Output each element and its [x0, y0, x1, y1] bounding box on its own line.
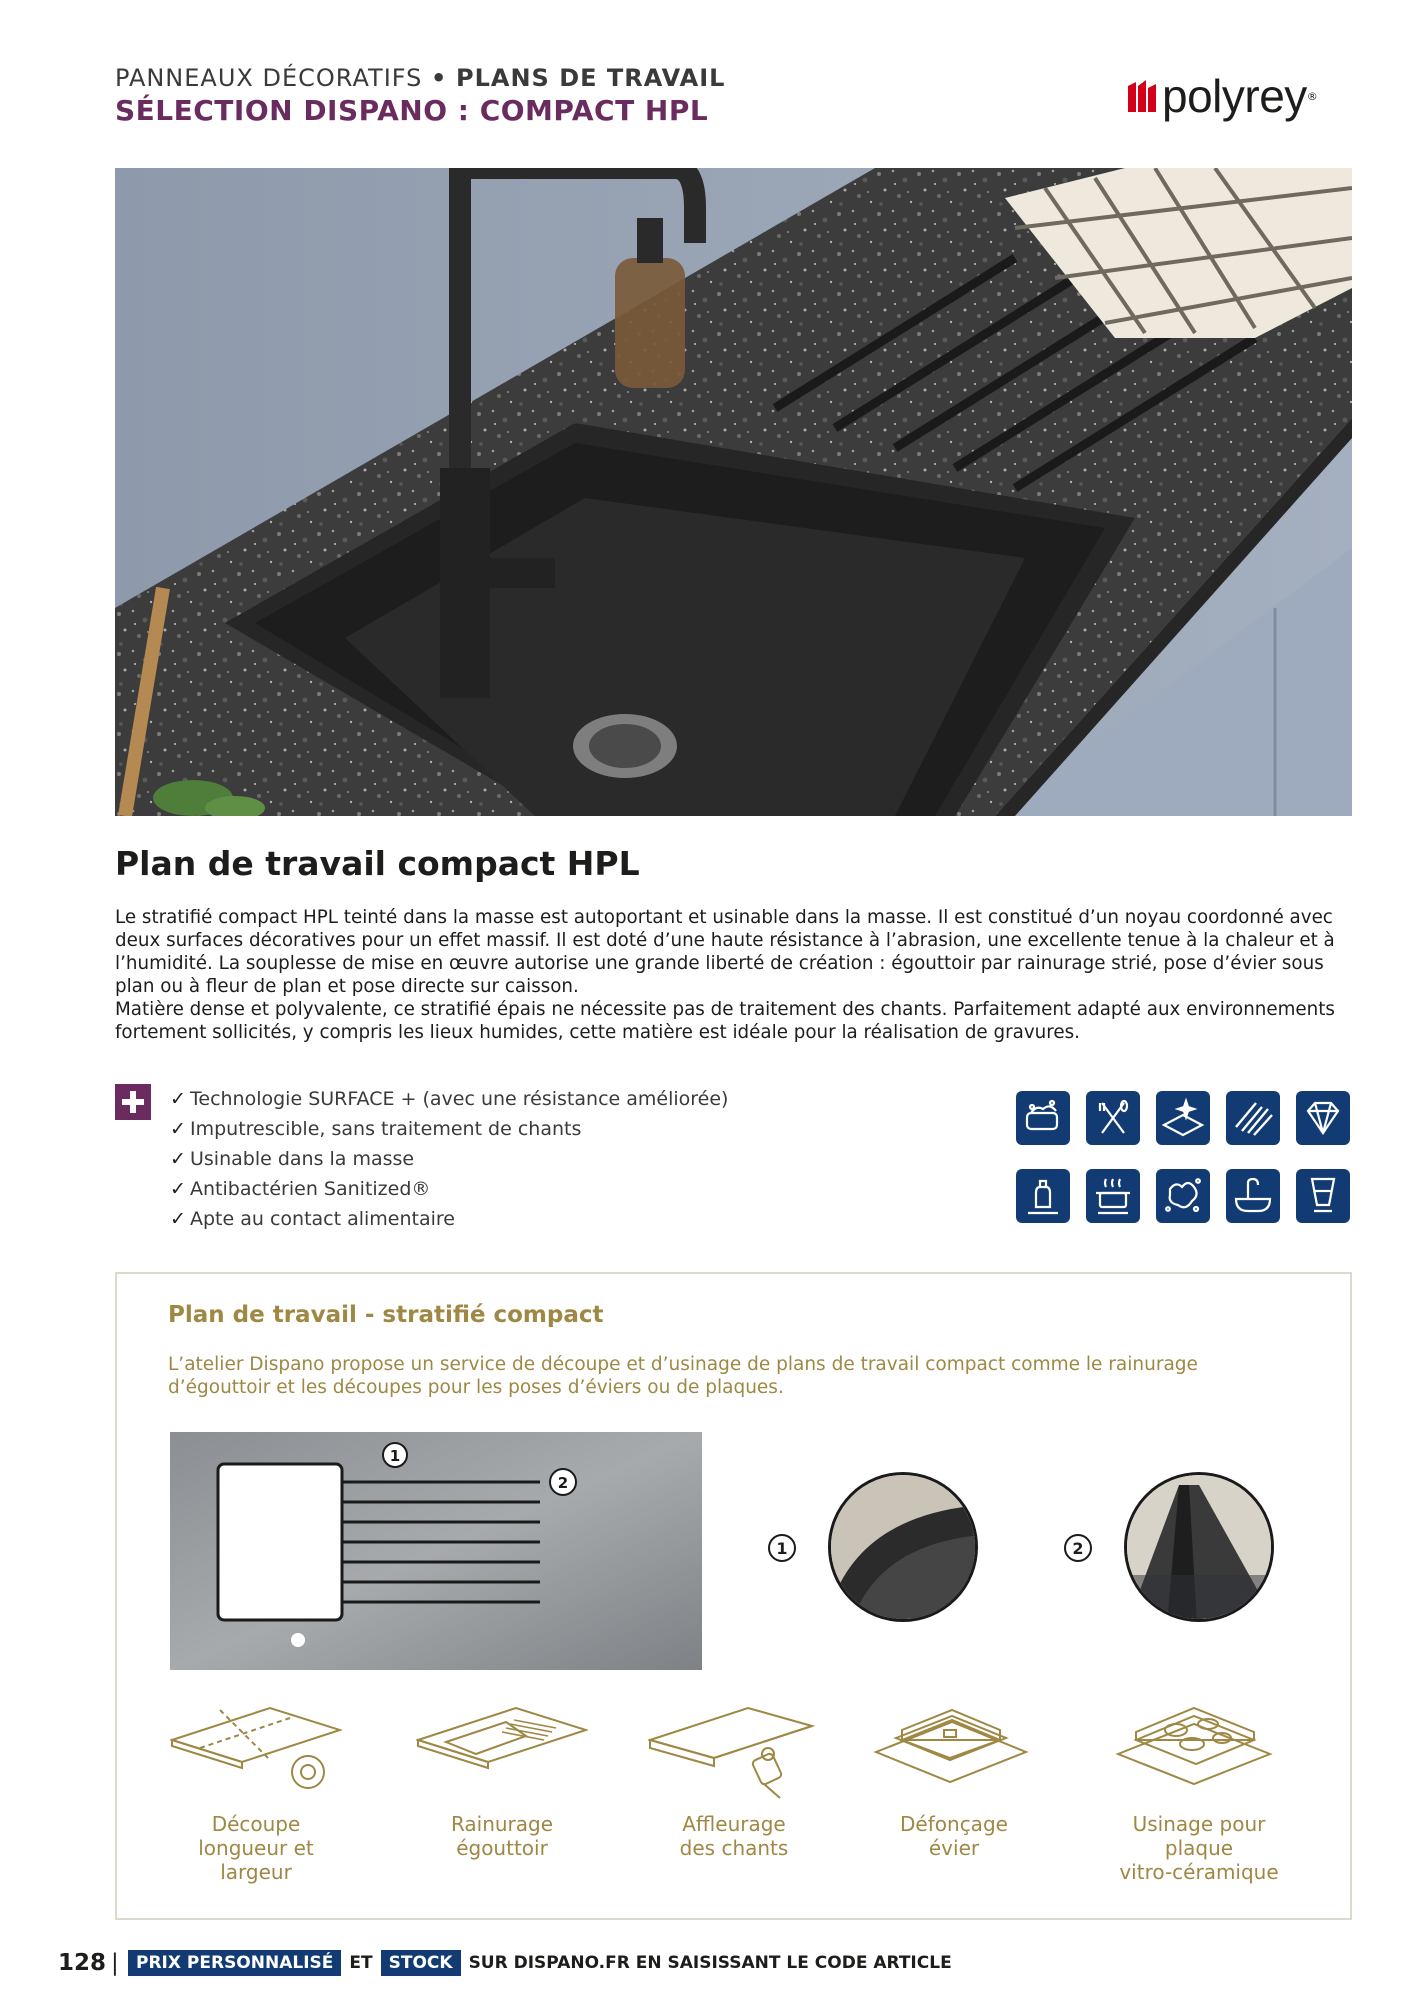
service-label-cutting: Découpe longueur et largeur: [198, 1812, 314, 1884]
feature-list: [170, 1084, 728, 1234]
diamond-icon: [1296, 1091, 1350, 1145]
detail-marker-2: 2: [1064, 1534, 1092, 1562]
check-icon: ✓: [170, 1208, 186, 1230]
food-contact-glass-icon: [1296, 1169, 1350, 1223]
service-label-sink-cutout: Défonçage évier: [900, 1812, 1008, 1860]
footer-separator: |: [111, 1950, 119, 1976]
worktop-diagram-photo: [170, 1432, 702, 1670]
footer-banner: [128, 1950, 952, 1976]
feature-item: ✓ Technologie SURFACE + (avec une résistance améliorée): [170, 1084, 728, 1114]
page-number: 128: [58, 1950, 107, 1976]
tag-personalised-price: PRIX PERSONNALISÉ: [128, 1950, 341, 1976]
intro-text: [115, 906, 1352, 1044]
sparkle-surface-icon: [1156, 1091, 1210, 1145]
service-label-hob-cutout: Usinage pour plaque vitro-céramique: [1119, 1812, 1279, 1884]
subcategory-label: PLANS DE TRAVAIL: [456, 64, 726, 92]
service-label-grooving: Rainurage égouttoir: [450, 1812, 554, 1860]
polyrey-logo: [1128, 66, 1340, 126]
category-separator: •: [431, 64, 448, 92]
feature-item: ✓ Apte au contact alimentaire: [170, 1204, 728, 1234]
feature-item: ✓ Usinable dans la masse: [170, 1144, 728, 1174]
hob-cutout-service-illustration: [1114, 1700, 1274, 1800]
sink-tap-icon: [1226, 1169, 1280, 1223]
section-title: Plan de travail compact HPL: [115, 844, 640, 883]
polyrey-registered: ®: [1306, 89, 1318, 103]
intro-paragraph-1: Le stratifié compact HPL teinté dans la masse est autoportant et usinable dans la masse. Il est constitué d’un noyau coordonné avec deux surfaces décoratives pour un effet massif. Il est doté d’une haute résistance à l’abrasion, une excellente tenue à la chaleur et à l’humidité. La souplesse de mise en œuvre autorise une grande liberté de création : égouttoir par rainurage strié, pose d’évier sous plan ou à fleur de plan et pose directe sur caisson.: [115, 907, 1335, 997]
detail-circle-sink-edge: [828, 1472, 978, 1622]
stain-resistance-icon: [1156, 1169, 1210, 1223]
intro-paragraph-2: Matière dense et polyvalente, ce stratifié épais ne nécessite pas de traitement des chants. Parfaitement adapté aux environnements fortement sollicités, y compris les lieux humides, cette matière est idéale pour la réalisation de gravures.: [115, 999, 1335, 1043]
check-icon: ✓: [170, 1118, 186, 1140]
diagram-marker-2: 2: [557, 1474, 569, 1492]
atelier-title: Plan de travail - stratifié compact: [168, 1302, 604, 1328]
scratch-resistance-icon: [1226, 1091, 1280, 1145]
feature-item: ✓ Imputrescible, sans traitement de chants: [170, 1114, 728, 1144]
sink-cutout-service-illustration: [872, 1700, 1032, 1800]
bottle-icon: [1016, 1169, 1070, 1223]
cutlery-icon: [1086, 1091, 1140, 1145]
cleaning-sponge-icon: [1016, 1091, 1070, 1145]
hot-pot-icon: [1086, 1169, 1140, 1223]
diagram-marker-1: 1: [389, 1447, 401, 1465]
service-label-edge-flush: Affleurage des chants: [679, 1812, 789, 1860]
footer-text: SUR DISPANO.FR EN SAISISSANT LE CODE ARTICLE: [468, 1953, 952, 1973]
polyrey-mark-icon: [1128, 78, 1158, 114]
check-icon: ✓: [170, 1178, 186, 1200]
category-label: PANNEAUX DÉCORATIFS: [115, 64, 423, 92]
selection-title: SÉLECTION DISPANO : COMPACT HPL: [115, 94, 709, 127]
header-category-line: [115, 64, 725, 92]
hero-kitchen-sink-photo: [115, 168, 1352, 816]
tag-stock: STOCK: [381, 1950, 461, 1976]
detail-circle-groove: [1124, 1472, 1274, 1622]
cutting-service-illustration: [170, 1700, 342, 1800]
atelier-description: L’atelier Dispano propose un service de découpe et d’usinage de plans de travail compact comme le rainurage d’égouttoir et les découpes pour les poses d’éviers ou de plaques.: [168, 1354, 1198, 1398]
plus-icon: [115, 1084, 151, 1120]
groove-service-illustration: [416, 1700, 588, 1800]
check-icon: ✓: [170, 1088, 186, 1110]
polyrey-wordmark: polyrey: [1162, 70, 1307, 122]
footer-and: ET: [349, 1953, 373, 1973]
check-icon: ✓: [170, 1148, 186, 1170]
edge-flush-service-illustration: [648, 1700, 820, 1800]
feature-item: ✓ Antibactérien Sanitized®: [170, 1174, 728, 1204]
detail-marker-1: 1: [768, 1534, 796, 1562]
